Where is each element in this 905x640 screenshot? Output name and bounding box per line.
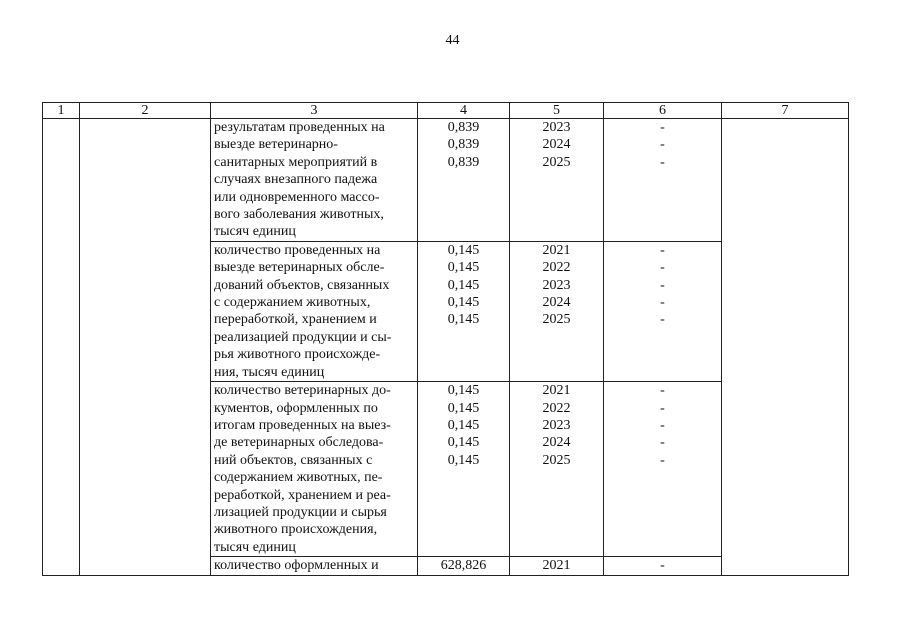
- year-cell: [510, 241, 604, 381]
- col6-cell: [604, 241, 722, 381]
- value-cell: [418, 557, 510, 575]
- text-line: реализацией продукции и сы-: [214, 329, 392, 345]
- text-line: количество оформленных и: [214, 558, 379, 574]
- year: 2025: [542, 312, 571, 328]
- dash: -: [660, 242, 665, 258]
- text-line: итогам проведенных на выез-: [214, 417, 391, 433]
- data-table: [42, 102, 849, 576]
- header-cell-6: 6: [604, 103, 722, 119]
- col6-cell: [604, 382, 722, 557]
- text-line: результатам проведенных на: [214, 120, 385, 135]
- text-line: выезде ветеринарно-: [214, 137, 338, 153]
- col7-cell: [722, 119, 849, 576]
- dash: -: [660, 137, 665, 153]
- header-cell-3: 3: [211, 103, 418, 119]
- text-line: количество ветеринарных до-: [214, 383, 391, 399]
- table-row: [43, 119, 849, 242]
- indicator-text-cell: [211, 382, 418, 557]
- text-line: рья животного происхожде-: [214, 347, 381, 363]
- value: 0,145: [447, 435, 480, 451]
- value: 0,145: [447, 277, 480, 293]
- year: 2022: [542, 400, 571, 416]
- dash: -: [660, 417, 665, 433]
- text-line: или одновременного массо-: [214, 189, 380, 205]
- value-cell: [418, 382, 510, 557]
- text-line: переработкой, хранением и: [214, 312, 377, 328]
- header-cell-2: 2: [80, 103, 211, 119]
- year: 2021: [542, 383, 571, 399]
- text-line: количество проведенных на: [214, 242, 381, 258]
- col1-cell: [43, 119, 80, 576]
- indicator-text-cell: [211, 241, 418, 381]
- year: 2025: [542, 452, 571, 468]
- value: 0,145: [447, 295, 480, 311]
- value: 0,839: [447, 137, 480, 153]
- text-line: кументов, оформленных по: [214, 400, 378, 416]
- dash: -: [660, 277, 665, 293]
- value: 0,145: [447, 312, 480, 328]
- value: 0,839: [447, 154, 480, 170]
- dash: -: [660, 383, 665, 399]
- year: 2024: [542, 435, 571, 451]
- year: 2023: [542, 120, 571, 135]
- header-cell-7: 7: [722, 103, 849, 119]
- text-line: де ветеринарных обследова-: [214, 435, 384, 451]
- text-line: тысяч единиц: [214, 539, 296, 555]
- indicator-text-cell: [211, 119, 418, 242]
- dash: -: [660, 120, 665, 135]
- dash: -: [660, 312, 665, 328]
- year: 2021: [542, 558, 571, 574]
- text-line: с содержанием животных,: [214, 295, 371, 311]
- value: 0,145: [447, 417, 480, 433]
- value: 0,145: [447, 452, 480, 468]
- text-line: санитарных мероприятий в: [214, 154, 378, 170]
- year: 2022: [542, 260, 571, 276]
- dash: -: [660, 260, 665, 276]
- year: 2024: [542, 137, 571, 153]
- text-line: случаях внезапного падежа: [214, 172, 378, 188]
- text-line: дований объектов, связанных: [214, 277, 390, 293]
- text-line: лизацией продукции и сырья: [214, 504, 387, 520]
- year: 2023: [542, 277, 571, 293]
- text-line: тысяч единиц: [214, 224, 296, 240]
- value: 0,145: [447, 242, 480, 258]
- text-line: вого заболевания животных,: [214, 207, 384, 223]
- col6-cell: [604, 119, 722, 242]
- value: 0,145: [447, 383, 480, 399]
- text-line: реработкой, хранением и реа-: [214, 487, 391, 503]
- text-line: ний объектов, связанных с: [214, 452, 373, 468]
- value: 628,826: [440, 558, 487, 574]
- year: 2021: [542, 242, 571, 258]
- header-cell-5: 5: [510, 103, 604, 119]
- value: 0,839: [447, 120, 480, 135]
- text-line: содержанием животных, пе-: [214, 470, 383, 486]
- value-cell: [418, 241, 510, 381]
- value: 0,145: [447, 260, 480, 276]
- value: 0,145: [447, 400, 480, 416]
- text-line: ния, тысяч единиц: [214, 364, 325, 380]
- page-number: 44: [445, 33, 460, 48]
- dash: -: [660, 435, 665, 451]
- dash: -: [660, 452, 665, 468]
- header-row: [43, 103, 849, 119]
- year: 2025: [542, 154, 571, 170]
- year-cell: [510, 382, 604, 557]
- dash: -: [660, 154, 665, 170]
- header-cell-1: 1: [43, 103, 80, 119]
- year-cell: [510, 557, 604, 575]
- year: 2024: [542, 295, 571, 311]
- header-cell-4: 4: [418, 103, 510, 119]
- dash: -: [660, 558, 665, 574]
- col2-cell: [80, 119, 211, 576]
- year: 2023: [542, 417, 571, 433]
- col6-cell: [604, 557, 722, 575]
- year-cell: [510, 119, 604, 242]
- dash: -: [660, 295, 665, 311]
- value-cell: [418, 119, 510, 242]
- indicator-text-cell: [211, 557, 418, 575]
- dash: -: [660, 400, 665, 416]
- text-line: выезде ветеринарных обсле-: [214, 260, 385, 276]
- text-line: животного происхождения,: [214, 522, 378, 538]
